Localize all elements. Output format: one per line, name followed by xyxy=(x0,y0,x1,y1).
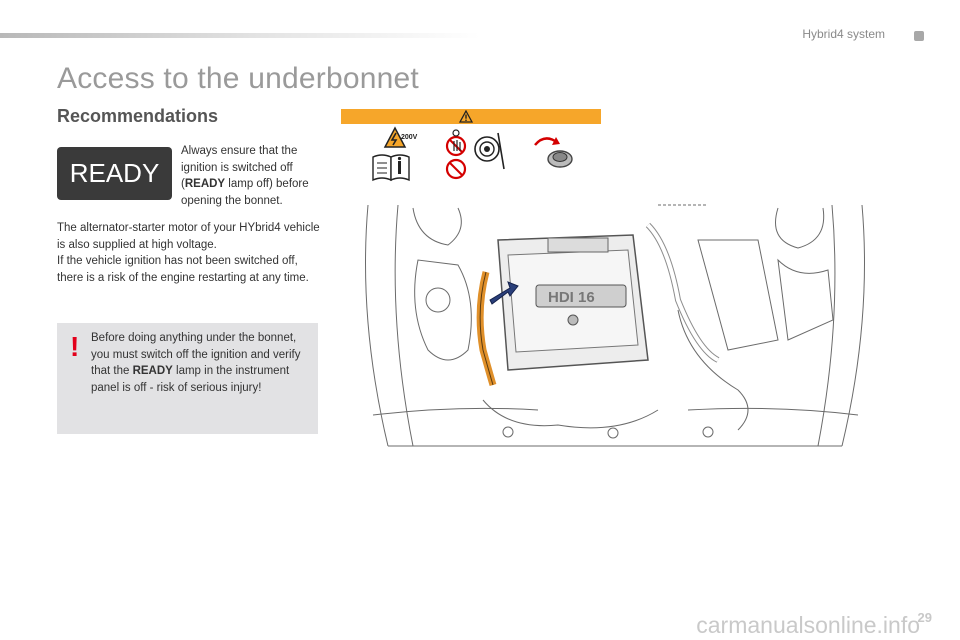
engine-block xyxy=(498,235,648,370)
warning-text-bold: READY xyxy=(132,365,173,377)
ready-instruction xyxy=(181,143,321,209)
engine-bay-left-edge xyxy=(366,205,389,446)
warning-icon: ! xyxy=(70,331,80,362)
radiator-hose xyxy=(483,400,658,428)
intake-duct xyxy=(648,225,718,360)
engine-label: HDI 16 xyxy=(548,289,595,306)
no-hand-icon xyxy=(447,130,465,178)
manual-icon xyxy=(373,155,409,180)
page-number: 29 xyxy=(917,610,932,625)
warning-text xyxy=(91,330,313,396)
right-strut-tower xyxy=(776,208,824,248)
body-text xyxy=(57,220,322,286)
high-voltage-cable xyxy=(480,272,493,385)
corner-marker xyxy=(914,31,924,41)
header-bar xyxy=(0,33,480,38)
warning-bar xyxy=(341,109,601,124)
page-title: Access to the underbonnet xyxy=(57,62,419,95)
ready-lamp-image: READY xyxy=(57,147,172,200)
warning-text-after: lamp in the instrument panel is off - risk of serious injury! xyxy=(91,365,290,394)
warning-triangle-icon xyxy=(459,110,473,123)
battery-box xyxy=(778,260,833,340)
ready-text-after: lamp off) before opening the bonnet. xyxy=(181,178,309,207)
watermark: carmanualsonline.info xyxy=(696,612,920,638)
engine-illustration xyxy=(358,200,872,448)
voltage-label: 200V xyxy=(401,134,418,141)
pictogram-row xyxy=(370,125,590,185)
section-heading: Recommendations xyxy=(57,106,219,126)
ready-text-bold: READY xyxy=(184,178,226,190)
fan-hazard-icon xyxy=(475,133,504,169)
left-strut-tower xyxy=(413,208,461,245)
body-paragraph-1: The alternator-starter motor of your HYbrid4 vehicle is also supplied at high voltage. xyxy=(57,222,320,251)
section-title: Hybrid4 system xyxy=(802,27,885,41)
engine-bay-right-edge xyxy=(842,205,865,446)
warning-box xyxy=(57,323,318,434)
air-filter-box xyxy=(698,240,778,350)
body-paragraph-2: If the vehicle ignition has not been switched off, there is a risk of the engine restarting at any time. xyxy=(57,255,309,284)
rotating-belt-icon xyxy=(535,137,572,167)
ready-text-before: Always ensure that the ignition is switched off ( xyxy=(181,145,298,190)
warning-text-before: Before doing anything under the bonnet, you must switch off the ignition and verify that the xyxy=(91,332,301,377)
fluid-reservoir xyxy=(415,260,472,360)
